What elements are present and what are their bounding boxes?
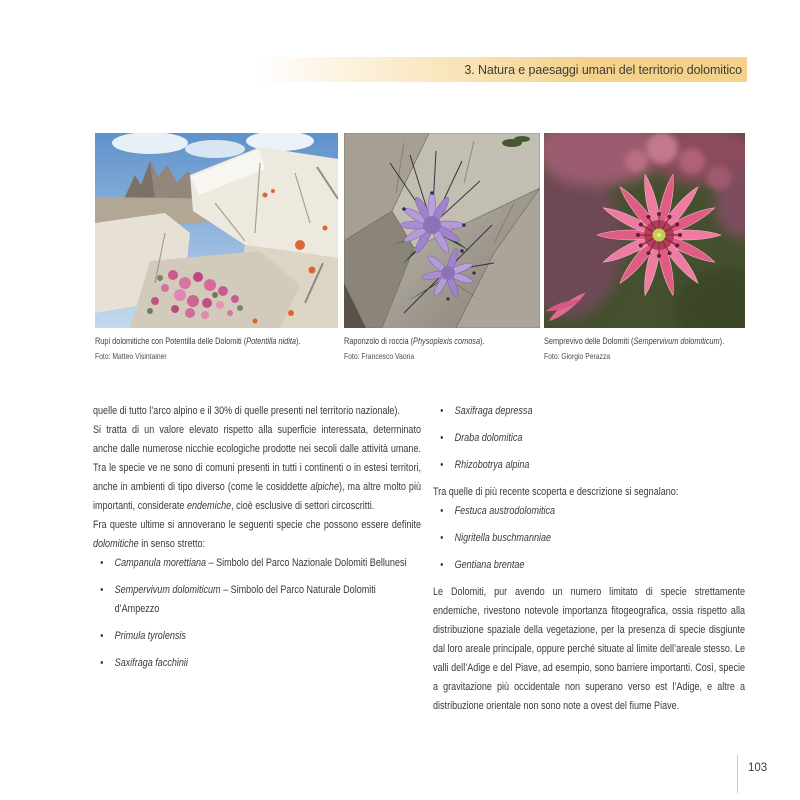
figure-physoplexis bbox=[344, 133, 540, 362]
species-name: Nigritella buschmanniae bbox=[454, 532, 552, 544]
species-desc: – Simbolo del Parco Naturale Dolomiti d’Ampezzo bbox=[114, 584, 376, 615]
figure-caption bbox=[95, 335, 338, 362]
species-name: Primula tyrolensis bbox=[114, 630, 186, 642]
bullet-icon: • bbox=[100, 557, 104, 569]
bullet-icon: • bbox=[100, 630, 104, 642]
caption-species: Physoplexis comosa bbox=[413, 336, 481, 346]
species-name: Draba dolomitica bbox=[454, 432, 523, 444]
list-item-text bbox=[455, 429, 745, 448]
species-name: Rhizobotrya alpina bbox=[454, 459, 530, 471]
photo-dolomite-rocks-potentilla bbox=[95, 133, 338, 328]
photo-sempervivum-flower bbox=[544, 133, 745, 328]
list-item bbox=[433, 456, 745, 475]
caption-text: Semprevivo delle Dolomiti ( bbox=[544, 336, 634, 346]
bullet-icon: • bbox=[440, 432, 444, 444]
caption-text: Rupi dolomitiche con Potentilla delle Dolomiti ( bbox=[95, 336, 247, 346]
caption-text: Raponzolo di roccia ( bbox=[344, 336, 414, 346]
figure-sempervivum bbox=[544, 133, 745, 362]
italic-term: alpiche bbox=[310, 481, 339, 493]
list-item bbox=[93, 581, 421, 619]
list-item-text bbox=[115, 627, 421, 646]
paragraph-recenti: Tra quelle di più recente scoperta e descrizione si segnalano: bbox=[433, 486, 679, 498]
list-item bbox=[93, 654, 421, 673]
caption-species: Sempervivum dolomiticum bbox=[633, 336, 720, 346]
list-item-text bbox=[455, 529, 745, 548]
photo-credit: Foto: Giorgio Perazza bbox=[544, 351, 611, 361]
caption-species: Potentilla nidita bbox=[246, 336, 297, 346]
bullet-icon: • bbox=[440, 459, 444, 471]
list-item bbox=[433, 402, 745, 421]
photo-credit: Foto: Francesco Vaona bbox=[344, 351, 415, 361]
caption-end: ). bbox=[719, 336, 725, 346]
list-item-text bbox=[455, 456, 745, 475]
bullet-icon: • bbox=[440, 532, 444, 544]
photo-credit: Foto: Matteo Visintainer bbox=[95, 351, 167, 361]
right-column bbox=[433, 402, 745, 716]
bullet-icon: • bbox=[440, 559, 444, 571]
bullet-icon: • bbox=[440, 505, 444, 517]
species-name: Saxifraga depressa bbox=[454, 405, 533, 417]
species-list-top bbox=[433, 402, 745, 475]
paragraph-text: Fra queste ultime si annoverano le seguenti specie che possono essere definite bbox=[93, 519, 421, 531]
photo-rock-physoplexis bbox=[344, 133, 540, 328]
list-item bbox=[93, 554, 421, 573]
left-column bbox=[93, 402, 421, 681]
bullet-icon: • bbox=[100, 657, 104, 669]
paragraph-text: quelle di tutto l’arco alpino e il 30% di quelle presenti nel territorio nazionale). bbox=[93, 405, 400, 417]
list-item bbox=[93, 627, 421, 646]
figure-potentilla bbox=[95, 133, 338, 362]
list-item-text bbox=[455, 502, 745, 521]
list-item bbox=[433, 556, 745, 575]
species-name: Saxifraga facchinii bbox=[114, 657, 188, 669]
italic-term: endemiche bbox=[186, 500, 232, 512]
paragraph-intro-list bbox=[93, 516, 421, 554]
list-item-text bbox=[115, 654, 421, 673]
list-item bbox=[433, 502, 745, 521]
list-item-text bbox=[115, 581, 421, 619]
list-item bbox=[433, 429, 745, 448]
paragraph-text: , cioè esclusive di settori circoscritti. bbox=[231, 500, 375, 512]
page-number: 103 bbox=[748, 762, 768, 774]
bullet-icon: • bbox=[100, 584, 104, 596]
species-name: Festuca austrodolomitica bbox=[454, 505, 556, 517]
caption-end: ). bbox=[296, 336, 301, 346]
species-desc: – Simbolo del Parco Nazionale Dolomiti Bellunesi bbox=[206, 557, 407, 569]
species-name: Campanula morettiana bbox=[114, 557, 207, 569]
paragraph-valore bbox=[93, 421, 421, 516]
paragraph-text: Si tratta di un valore elevato rispetto alla superficie interessata, determinato anche dalle numerose nicchie ecologiche prodotte nei secoli dalle attività umane. Tra le specie ve ne sono di comuni presenti in tutti i continenti o in estesi territori, anche in ambienti di tipo diverso (come le cosiddette bbox=[93, 424, 421, 493]
list-item bbox=[433, 529, 745, 548]
species-name: Gentiana brentae bbox=[454, 559, 525, 571]
list-item-text bbox=[455, 402, 745, 421]
bullet-icon: • bbox=[440, 405, 444, 417]
chapter-header-title: 3. Natura e paesaggi umani del territorio dolomitico bbox=[464, 62, 742, 77]
paragraph-text: in senso stretto: bbox=[138, 538, 206, 550]
caption-end: ). bbox=[480, 336, 485, 346]
italic-term: dolomitiche bbox=[93, 538, 139, 550]
species-list-left bbox=[93, 554, 421, 673]
paragraph-text: ), ma altre molto più importanti, considerate bbox=[93, 481, 421, 512]
chapter-header-bar bbox=[255, 57, 747, 82]
paragraph-dolomiti: Le Dolomiti, pur avendo un numero limitato di specie strettamente endemiche, rivestono notevole importanza fitogeografica, ossia rispetto alla distribuzione spaziale della vegetazione, per la presenza di specie disgiunte dal loro areale principale, oppure perché situate al limite dell’areale stesso. Le valli dell’Adige e del Piave, ad esempio, sono barriere importanti. Così, specie a gravitazione più occidentale non superano verso est l’Adige, e altre a distribuzione orientale non sono note a ovest del fiume Piave. bbox=[433, 586, 745, 712]
species-name: Sempervivum dolomiticum bbox=[114, 584, 221, 596]
footer-rule bbox=[737, 755, 738, 793]
list-item-text bbox=[455, 556, 745, 575]
species-list-mid bbox=[433, 502, 745, 575]
figure-caption bbox=[544, 335, 745, 362]
paragraph-continuation bbox=[93, 402, 421, 421]
list-item-text bbox=[115, 554, 421, 573]
figure-caption bbox=[344, 335, 540, 362]
